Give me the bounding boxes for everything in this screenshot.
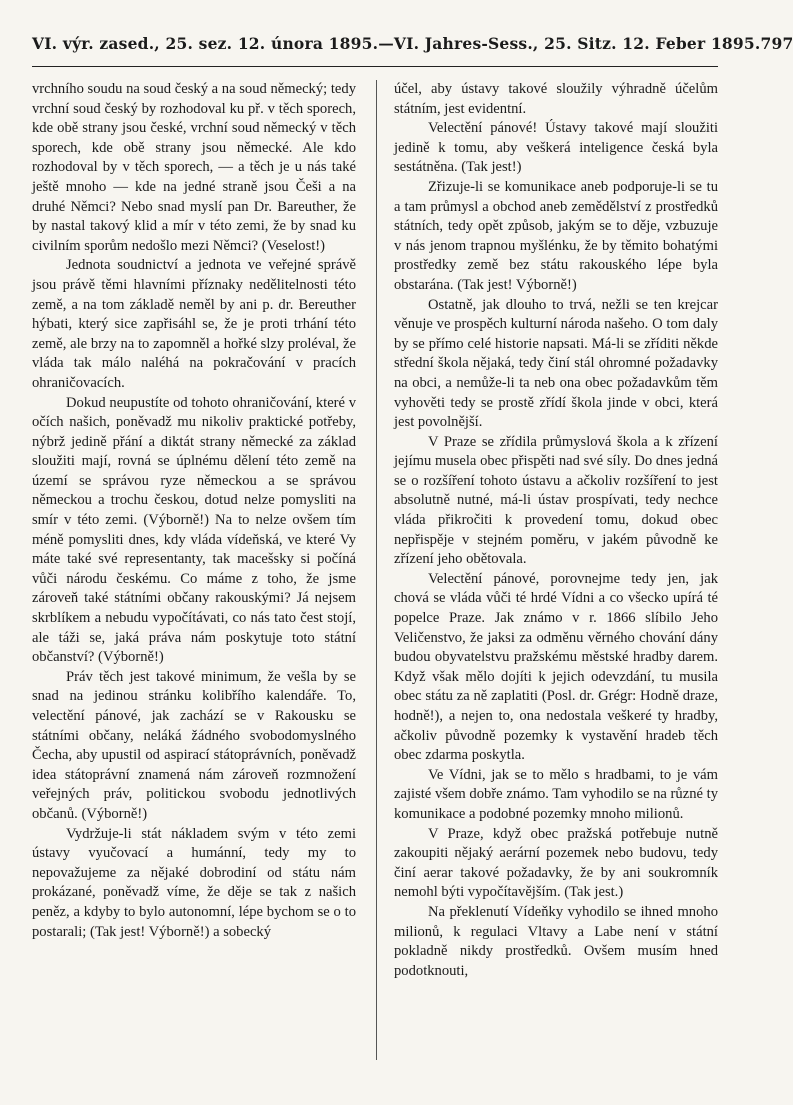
paragraph: V Praze se zřídila průmyslová škola a k zřízení jejímu musela obec přispěti nad své síly. Do dnes jedná se o rozšíření tohoto ústavu a ačkoliv rozšíření to jest absolutně nutné, má-li ústav prospívati, tedy nechce vláda přikročiti k provedení tomu, dokud obec nepřispěje v stejném poměru, v jakém původně ke zřízení jeho obětovala.: [394, 433, 718, 568]
paragraph: Velectění pánové! Ústavy takové mají sloužiti jedině k tomu, aby veškerá inteligence česká byla sestátněna. (Tak jest!): [394, 120, 718, 176]
paragraph: Práv těch jest takové minimum, že vešla by se snad na jedinou stránku kolibřího kalendáře. To, velectění pánové, jak zachází se v Rakousku se státními občany, neláká žádného svobodomyslného Čecha, aby upustil od aspirací státoprávních, poněvadž idea státoprávní znamená nám zároveň rozmnožení veřejných práv, politickou svobodu jednotlivých občanů. (Výborně!): [32, 668, 356, 822]
header-dash: —: [378, 34, 394, 53]
paragraph: Na překlenutí Vídeňky vyhodilo se ihned mnoho milionů, k regulaci Vltavy a Labe není v státní pokladně nikdy prostředků. Ovšem musím hned podotknouti,: [394, 903, 718, 979]
paragraph: účel, aby ústavy takové sloužily výhradně účelům státním, jest evidentní.: [394, 81, 718, 117]
paragraph: Ostatně, jak dlouho to trvá, nežli se ten krejcar věnuje ve prospěch kulturní národa našeho. O tom daly by se přímo celé historie napsati. Má-li se zříditi někde střední škola nějaká, tedy činí stál ohromné požadavky na obci, a nemůže-li ta neb ona obec požadavkům těm vyhověti tedy se prostě zřídí škola jinde v obci, která jest povolnější.: [394, 296, 718, 431]
left-column: [32, 80, 356, 942]
right-column: [394, 80, 718, 981]
paragraph: Ve Vídni, jak se to mělo s hradbami, to je vám zajisté všem dobře známo. Tam vyhodilo se na různé ty komunikace a podobné pozemky mnoho milionů.: [394, 766, 718, 822]
paragraph: Dokud neupustíte od tohoto ohraničování, které v očích našich, poněvadž mu nikoliv praktické potřeby, nýbrž jedině přání a diktát strany německé za základ sloužiti mají, rovná se úplnému dělení této země na území se správou ryze německou a se správou německou a trochu českou, dotud nelze pomysliti na smír v této zemi. (Výborně!) Na to nelze ovšem tím méně pomysliti dnes, kdy vláda vídeňská, ve které Vy máte také své representanty, tak macešsky si počíná vůči národu českému. Co máme z toho, že jsme zároveň také státními občany rakouskými? Já nejsem skrblíkem a nebudu vypočítávati, co nás tato čest stojí, ale táži se, jaká práva nám poskytuje toto státní občanství? (Výborně!): [32, 394, 356, 666]
paragraph: V Praze, když obec pražská potřebuje nutně zakoupiti nějaký aerární pozemek nebo budovu, tedy činí aerar takové požadavky, že by ani soukromník nemohl býti vypočítavějším. (Tak jest.): [394, 825, 718, 901]
page-number: 797: [760, 34, 793, 53]
header-german: VI. Jahres-Sess., 25. Sitz. 12. Feber 1895.: [393, 34, 761, 53]
header-rule: [32, 66, 718, 67]
paragraph: Vydržuje-li stát nákladem svým v této zemi ústavy vyučovací a humánní, tedy my to nepovažujeme za nějaké dobrodiní od státu nám prokázané, poněvadž víme, že děje se tak z našich peněz, a kdyby to bylo autonomní, lépe bychom se o to postarali; (Tak jest! Výborně!) a sobecký: [32, 825, 356, 940]
paragraph: vrchního soudu na soud český a na soud německý; tedy vrchní soud český by rozhodoval ku př. v těch sporech, kde obě strany jsou české, vrchní soud německý v těch sporech, kde obě strany jsou německé. Ale kdo rozhodoval by v těch sporech, — a těch je u nás také ještě mnoho — kde na jedné straně jsou Češi a na druhé Němci? Nebo snad myslí pan Dr. Bareuther, že by nastal takový klid a mír v této zemi, že by snad ku civilním sporům nedošlo mezi Němci? (Veselost!): [32, 81, 356, 254]
paragraph: Velectění pánové, porovnejme tedy jen, jak chová se vláda vůči té hrdé Vídni a co všecko upírá té popelce Praze. Jak známo v r. 1866 slíbilo Jeho Veličenstvo, že jaksi za odměnu věrného chování dány budou obyvatelstvu pražskému městské hradby darem. Když však mělo dojíti k jejich odevzdání, tu musila obec státu za ně zaplatiti (Posl. dr. Grégr: Hodně draze, hodně!), a nejen to, ona nedostala veškeré ty hradby, ačkoliv původně pozemky k vystavění hradeb těch obec zdarma poskytla.: [394, 570, 718, 764]
running-header: [32, 34, 793, 58]
paragraph: Zřizuje-li se komunikace aneb podporuje-li se tu a tam průmysl a obchod aneb zemědělství z prostředků státních, tedy opět způsob, jakým se to děje, vzbuzuje v nás jenom trapnou myšlénku, že by těmito bohatými prostředky země bez státu rakouského lépe byla obstarána. (Tak jest! Výborně!): [394, 178, 718, 293]
column-separator: [376, 80, 377, 1060]
paragraph: Jednota soudnictví a jednota ve veřejné správě jsou právě těmi hlavními příznaky nedělitelnosti této země, a na tom základě neměl by ani p. dr. Bereuther hýbati, který sice zapřisáhl se, že je proti trhání této země, ale brzy na to zapomněl a hořké slzy proléval, že vláda tak málo naléhá na pokračování v pracích ohraničovacích.: [32, 257, 356, 391]
header-czech: VI. výr. zased., 25. sez. 12. února 1895.: [32, 34, 379, 53]
